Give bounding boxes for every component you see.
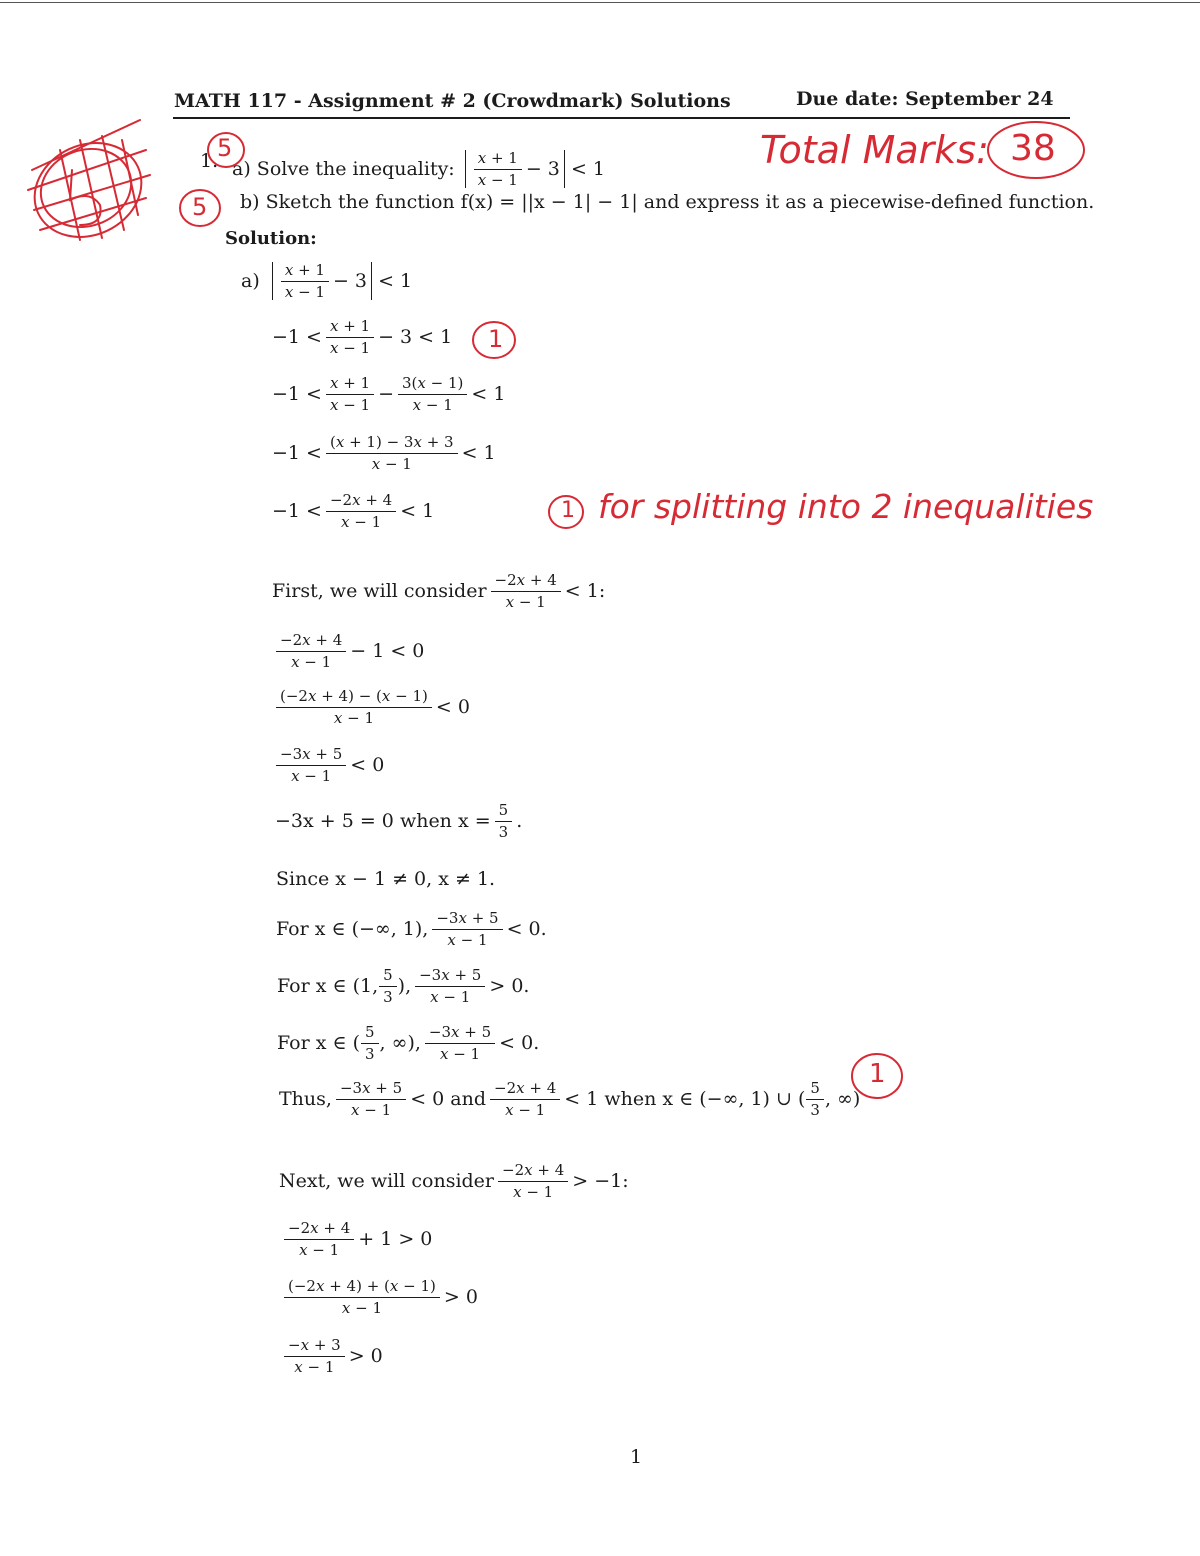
thus-text: Thus, [279,1088,332,1110]
for-line-3: For x ∈ ( $\frac{5}{3}$ , ∞), $\frac{-3x + 5}{x - 1}$ < 0. [277,1023,540,1063]
fraction: $\frac{-2x + 4}{x - 1}$ [498,1162,568,1200]
step-1: $\frac{-2x + 4}{x - 1}$ − 1 < 0 [272,632,424,670]
fraction: $\frac{(-2x + 4) - (x - 1)}{x - 1}$ [276,688,432,726]
fraction: $\frac{-3x + 5}{x - 1}$ [336,1080,406,1118]
and-text: < 0 and [410,1088,487,1110]
total-marks-value: 38 [1010,128,1056,169]
part-a-label: a) [232,158,251,180]
step-5: $\frac{(-2x + 4) + (x - 1)}{x - 1}$ > 0 [280,1278,478,1316]
fraction: $\frac{-3x + 5}{x - 1}$ [425,1024,495,1062]
solution-label: Solution: [225,228,317,249]
next-consider-text: Next, we will consider [279,1170,495,1192]
step-4: $\frac{-2x + 4}{x - 1}$ + 1 > 0 [280,1220,432,1258]
fraction: $\frac{3(x - 1)}{x - 1}$ [398,375,467,413]
mark-part-b: 5 [192,193,208,221]
solution-line-3: −1 < $\frac{x + 1}{x - 1}$ − $\frac{3(x - 1)}{x - 1}$ < 1 [272,374,506,414]
fraction: $\frac{-x + 3}{x - 1}$ [284,1337,345,1375]
problem-part-a: a) Solve the inequality: $\frac{x + 1}{x - 1}$ − 3 < 1 [232,149,605,189]
zero-when-text: −3x + 5 = 0 when x = [275,810,491,832]
solution-line-4: −1 < $\frac{(x + 1) - 3x + 3}{x - 1}$ < 1 [272,433,496,473]
since-line: Since x − 1 ≠ 0, x ≠ 1. [276,868,496,890]
part-b-label: b) [240,191,260,213]
part-a-text: Solve the inequality: [256,158,455,180]
abs-expression: $\frac{x + 1}{x - 1}$ − 3 [272,262,372,300]
due-date: Due date: September 24 [796,88,1054,110]
fraction: $\frac{-3x + 5}{x - 1}$ [432,910,502,948]
step-2: $\frac{(-2x + 4) - (x - 1)}{x - 1}$ < 0 [272,688,470,726]
zero-line: −3x + 5 = 0 when x = $\frac{5}{3}$ . [275,801,523,841]
fraction: $\frac{(x + 1) - 3x + 3}{x - 1}$ [326,434,458,472]
page-title: MATH 117 - Assignment # 2 (Crowdmark) Solutions [174,90,731,112]
fraction: $\frac{-2x + 4}{x - 1}$ [276,632,346,670]
fraction: $\frac{x + 1}{x - 1}$ [474,150,522,188]
for-text-3: For x ∈ ( [277,1032,360,1054]
solution-a-label: a) [241,270,260,292]
page-number: 1 [630,1446,643,1468]
fraction: $\frac{-2x + 4}{x - 1}$ [284,1220,354,1258]
total-marks-label: Total Marks: [760,128,989,172]
first-consider-text: First, we will consider [272,580,487,602]
step-3: $\frac{-3x + 5}{x - 1}$ < 0 [272,746,384,784]
inequality-abs: $\frac{x + 1}{x - 1}$ − 3 [465,150,565,188]
when-interval-text: < 1 when x ∈ (−∞, 1) ∪ ( [564,1088,806,1110]
problem-number: 1. [200,150,219,172]
solution-line-5: −1 < $\frac{-2x + 4}{x - 1}$ < 1 [272,491,435,531]
solution-line-1: a) $\frac{x + 1}{x - 1}$ − 3 < 1 [241,261,413,301]
part-b-text: Sketch the function f(x) = ||x − 1| − 1| and express it as a piecewise-defined function. [265,191,1095,213]
mark-one-b: 1 [561,498,575,523]
for-text-2: For x ∈ (1, [277,975,379,997]
thus-line: Thus, $\frac{-3x + 5}{x - 1}$ < 0 and $\frac{-2x + 4}{x - 1}$ < 1 when x ∈ (−∞, 1) ∪ ( $\frac{5}{3}$ , ∞) [279,1079,861,1119]
fraction: $\frac{-2x + 4}{x - 1}$ [491,572,561,610]
fraction: $\frac{-2x + 4}{x - 1}$ [326,492,396,530]
fraction: $\frac{5}{3}$ [361,1024,379,1062]
for-text-1: For x ∈ (−∞, 1), [276,918,429,940]
fraction: $\frac{x + 1}{x - 1}$ [281,262,329,300]
first-consider-line: First, we will consider $\frac{-2x + 4}{x - 1}$ < 1: [272,571,606,611]
fraction: $\frac{x + 1}{x - 1}$ [326,318,374,356]
fraction: $\frac{-3x + 5}{x - 1}$ [415,967,485,1005]
mark-part-a: 5 [217,134,233,162]
scribble-grade-icon [19,120,157,254]
fraction: $\frac{x + 1}{x - 1}$ [326,375,374,413]
fraction: $\frac{-3x + 5}{x - 1}$ [276,746,346,784]
mark-one-c: 1 [869,1059,886,1089]
fraction: $\frac{-2x + 4}{x - 1}$ [490,1080,560,1118]
next-consider-line: Next, we will consider $\frac{-2x + 4}{x - 1}$ > −1: [279,1161,629,1201]
fraction: $\frac{5}{3}$ [495,802,513,840]
splitting-note: for splitting into 2 inequalities [598,487,1094,526]
for-line-1: For x ∈ (−∞, 1), $\frac{-3x + 5}{x - 1}$ < 0. [276,909,547,949]
solution-line-2: −1 < $\frac{x + 1}{x - 1}$ − 3 < 1 [272,317,453,357]
fraction: $\frac{(-2x + 4) + (x - 1)}{x - 1}$ [284,1278,440,1316]
fraction: $\frac{5}{3}$ [379,967,397,1005]
mark-one-a: 1 [488,325,504,353]
for-line-2: For x ∈ (1, $\frac{5}{3}$ ), $\frac{-3x + 5}{x - 1}$ > 0. [277,966,530,1006]
step-6: $\frac{-x + 3}{x - 1}$ > 0 [280,1337,383,1375]
fraction: $\frac{5}{3}$ [806,1080,824,1118]
